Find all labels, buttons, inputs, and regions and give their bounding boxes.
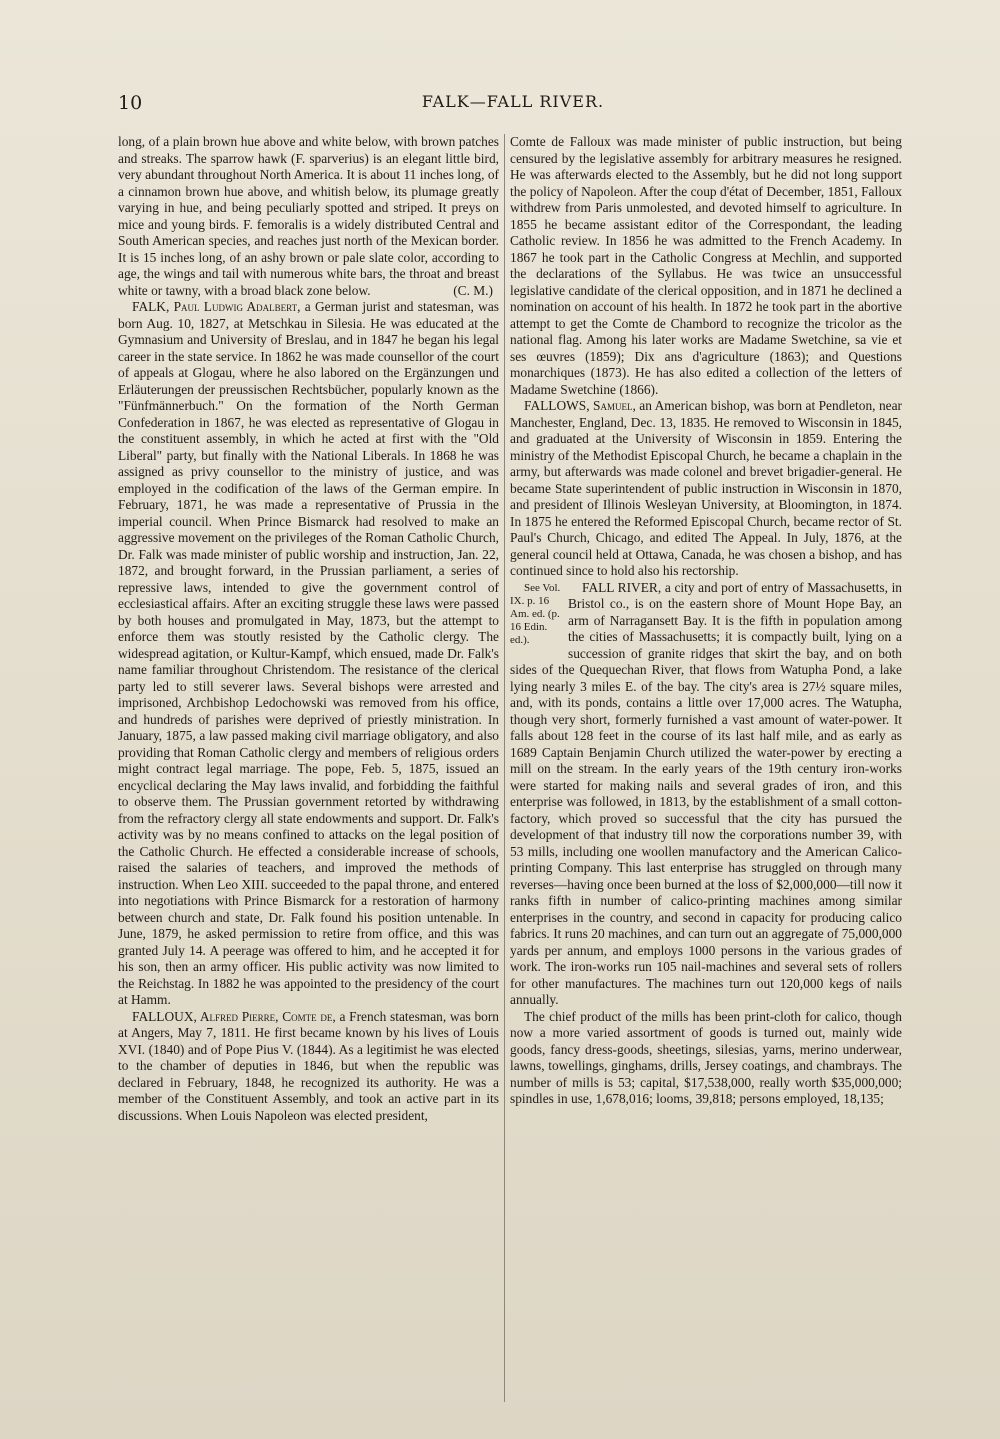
paragraph-falco-continued xyxy=(118,134,499,299)
entry-falloux xyxy=(118,1009,499,1125)
running-head: FALK—FALL RIVER. xyxy=(421,92,605,111)
cross-reference-sidenote: See Vol. IX. p. 16 Am. ed. (p. 16 Edin. ed.). xyxy=(510,581,561,646)
entry-falk-body: a German jurist and statesman, was born Aug. 10, 1827, at Metschkau in Silesia. He was educated at the Gymnasium and University of Breslau, and in 1847 he began his legal career in the state service. In 1862 he was made counsellor of the court of appeals at Glogau, where he also labored on the Ergänzungen und Erläuterungen der preussischen Rechtsbücher, popularly known as the "Fünfmännerbuch." On the formation of the North German Confederation in 1867, he was elected as representative of Glogau in the constituent assembly, in which he acted at first with the "Old Liberal" party, but finally with the National Liberals. In 1868 he was assigned as privy counsellor to the ministry of justice, and was employed in the codification of the laws of the German empire. In February, 1871, he was made a representative of Prussia in the imperial council. When Prince Bismarck had resolved to make an aggressive movement on the privileges of the Roman Catholic Church, Dr. Falk was made minister of public worship and instruction, Jan. 22, 1872, and brought forward, in the Prussian parliament, a series of repressive laws, intended to give the government control of ecclesiastical affairs. After an exciting struggle these laws were passed by both houses and promulgated in May, 1873, but the attempt to enforce them was stoutly resisted by the Catholic clergy. The widespread agitation, or Kultur-Kampf, which ensued, made Dr. Falk's name familiar throughout Christendom. The resistance of the clerical party led to still severer laws. Several bishops were arrested and imprisoned, Archbishop Ledochowski was removed from his office, and hundreds of parishes were deprived of priestly ministration. In January, 1875, a law passed making civil marriage obligatory, and also providing that Roman Catholic clergy and members of religious orders might contract legal marriage. The pope, Feb. 5, 1875, issued an encyclical declaring the May laws invalid, and forbidding the faithful to observe them. The Prussian government retorted by withdrawing from the refractory clergy all state endowments and support. Dr. Falk's activity was by no means confined to attacks on the legal position of the Catholic Church. He effected a considerable increase of schools, raised the salaries of teachers, and improved the methods of instruction. When Leo XIII. succeeded to the papal throne, and entered into negotiations with Prince Bismarck for a restoration of harmony between church and state, Dr. Falk found his position untenable. In June, 1879, he asked permission to retire from office, and this was granted July 14. A peerage was offered to him, and he accepted it for his son, then an army officer. His public activity was now limited to the Reichstag. In 1882 he was appointed to the presidency of the court at Hamm. xyxy=(118,299,499,1007)
entry-falloux-continued: Comte de Falloux was made minister of public instruction, but being censured by the legislative assembly for arbitrary measures he resigned. He was afterwards elected to the Assembly, but he did not long support the policy of Napoleon. After the coup d'état of December, 1851, Falloux withdrew from Paris unmolested, and devoted himself to agriculture. In 1855 he became assistant editor of the Correspondant, the leading Catholic review. In 1856 he was admitted to the French Academy. In 1867 he took part in the Catholic Congress at Mechlin, and supported the declarations of the Syllabus. He was twice an unsuccessful legislative candidate of the clerical opposition, and in 1871 he declined a nomination on account of his health. In 1872 he took part in the abortive attempt to get the Comte de Chambord to recognize the tricolor as the national flag. Among his later works are Madame Swetchine, sa vie et ses œuvres (1859); Dix ans d'agriculture (1863); and Questions monarchiques (1873). He has also edited a collection of the letters of Madame Swetchine (1866). xyxy=(510,134,902,397)
entry-falk xyxy=(118,299,499,1009)
entry-fallows xyxy=(510,398,902,580)
entry-falloux-body: a French statesman, was born at Angers, May 7, 1811. He first became known by his lives of Louis XVI. (1840) and of Pope Pius V. (1844). As a legitimist he was elected to the chamber of deputies in 1846, but when the republic was declared in February, 1848, he recognized its authority. He was a member of the Constituent Assembly, and took an active part in its discussions. When Louis Napoleon was elected president, xyxy=(118,1008,499,1123)
column-divider xyxy=(504,134,505,1402)
left-column xyxy=(118,134,499,1402)
entry-fallows-body: an American bishop, was born at Pendleton, near Manchester, England, Dec. 13, 1835. He removed to Wisconsin in 1845, and graduated at the University of Wisconsin in 1859. Entering the ministry of the Methodist Episcopal Church, he became a chaplain in the army, but afterwards was made colonel and brevet brigadier-general. He became State superintendent of public instruction in Wisconsin in 1870, and president of Illinois Wesleyan University, at Bloomington, in 1874. In 1875 he entered the Reformed Episcopal Church, became rector of St. Paul's Church, Chicago, and edited The Appeal. In July, 1876, at the general council held at Ottawa, Canada, he was chosen a bishop, and has continued since to hold also his rectorship. xyxy=(510,398,902,578)
entry-fall-river-body: a city and port of entry of Massachusetts, in Bristol co., is on the eastern shore of Mount Hope Bay, an arm of Narragansett Bay. It is the fifth in population among the cities of Massachusetts; it is compactly built, lying on a succession of granite ridges that skirt the bay, and on both sides of the Quequechan River, that flows from Watupha Pond, a lake lying nearly 3 miles E. of the bay. The city's area is 27½ square miles, and, with its ponds, contains a little over 17,000 acres. The Watupha, though very short, formerly furnished a vast amount of water-power. It falls about 128 feet in the course of its last half mile, and as early as 1689 Captain Benjamin Church utilized the water-power by erecting a mill on the stream. In the early years of the 19th century iron-works were started for making nails and several grades of iron, and this enterprise was followed, in 1813, by the establishment of a small cotton-factory, which proved so successful that the city has pursued the development of that industry till now the corporations number 39, with 53 mills, including one woollen manufactory and the American Calico-printing Company. This last enterprise has struggled on through many reverses—having once been burned at the loss of $2,000,000—till now it ranks fifth in number of calico-printing machines among similar enterprises in the country, and second in capacity for producing calico fabrics. It runs 20 machines, and can turn out an aggregate of 75,000,000 yards per annum, and employs 1000 persons in the various grades of work. The iron-works run 105 nail-machines and several sets of rollers for other manufactures. The machines turn out 120,000 kegs of nails annually. xyxy=(510,579,902,1007)
headword-falloux: FALLOUX, Alfred Pierre, Comte de, xyxy=(132,1008,336,1024)
headword-fallows: FALLOWS, Samuel, xyxy=(524,398,636,413)
page-header xyxy=(118,92,908,122)
right-column xyxy=(510,134,902,1402)
entry-fall-river xyxy=(510,580,902,1009)
headword-fall-river: FALL RIVER, xyxy=(582,579,662,595)
author-signature: (C. M.) xyxy=(453,282,493,298)
entry-fall-river-paragraph-2: The chief product of the mills has been print-cloth for calico, though now a more varied assortment of goods is turned out, mainly wide goods, fancy dress-goods, sheetings, silesias, yarns, merino underwear, lawns, towellings, ginghams, drills, Jersey coatings, and chambrays. The number of mills is 53; capital, $17,538,000, really worth $35,000,000; spindles in use, 1,678,016; looms, 39,818; persons employed, 18,135; xyxy=(510,1008,902,1106)
paragraph-text: long, of a plain brown hue above and white below, with brown patches and streaks. The sparrow hawk (F. sparverius) is an elegant little bird, very abundant throughout North America. It is about 11 inches long, of a cinnamon brown hue above, and whitish below, its plumage greatly varying in hue, and being peculiarly spotted and striped. It preys on mice and young birds. F. femoralis is a widely distributed Central and South American species, and reaches just north of the Mexican border. It is 15 inches long, of an ashy brown or pale slate color, according to age, the wings and tail with numerous white bars, the throat and breast white or tawny, with a broad black zone below. xyxy=(118,134,499,298)
page-number: 10 xyxy=(118,92,143,114)
headword-falk: FALK, Paul Ludwig Adalbert, xyxy=(132,299,301,314)
